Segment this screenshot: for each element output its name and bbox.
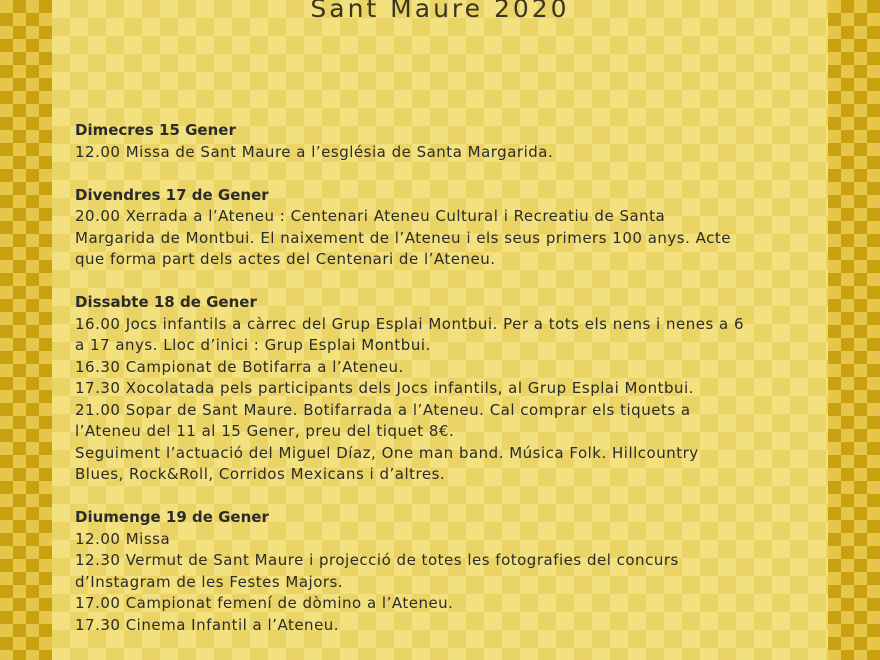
event-line: 12.30 Vermut de Sant Maure i projecció de totes les fotografies del concurs [75, 551, 679, 569]
right-checker-border [828, 0, 880, 660]
poster-title: Sant Maure 2020 [310, 0, 570, 23]
event-line: 16.30 Campionat de Botifarra a l’Ateneu. [75, 357, 404, 376]
left-checker-border [0, 0, 52, 660]
event-line: 12.00 Missa de Sant Maure a l’església de Santa Margarida. [75, 142, 554, 161]
event-line: 17.00 Campionat femení de dòmino a l’Ateneu. [75, 594, 454, 612]
event-line: 20.00 Xerrada a l’Ateneu : Centenari Ateneu Cultural i Recreatiu de Santa [75, 207, 666, 225]
day-section [75, 120, 818, 163]
event-line: Blues, Rock&Roll, Corridos Mexicans i d’altres. [75, 465, 446, 483]
day-heading: Diumenge 19 de Gener [75, 508, 269, 526]
event-line: Margarida de Montbui. El naixement de l’Ateneu i els seus primers 100 anys. Acte [75, 228, 731, 247]
event-line: 21.00 Sopar de Sant Maure. Botifarrada a l’Ateneu. Cal comprar els tiquets a [75, 400, 691, 419]
day-heading: Dimecres 15 Gener [75, 121, 236, 139]
day-section [75, 185, 818, 271]
event-line: 17.30 Cinema Infantil a l’Ateneu. [75, 615, 340, 634]
event-line: 12.00 Missa [75, 529, 171, 548]
day-section [75, 292, 818, 486]
day-section [75, 507, 818, 636]
event-line: a 17 anys. Lloc d’inici : Grup Esplai Montbui. [75, 336, 431, 354]
event-line: 16.00 Jocs infantils a càrrec del Grup Esplai Montbui. Per a tots els nens i nenes a 6 [75, 314, 745, 333]
program-content [75, 120, 818, 658]
event-line: Seguiment l’actuació del Miguel Díaz, One man band. Música Folk. Hillcountry [75, 443, 699, 462]
day-heading: Divendres 17 de Gener [75, 185, 269, 204]
poster-panel [52, 0, 828, 660]
day-heading: Dissabte 18 de Gener [75, 293, 257, 311]
event-line: l’Ateneu del 11 al 15 Gener, preu del tiquet 8€. [75, 422, 455, 440]
event-line: 17.30 Xocolatada pels participants dels Jocs infantils, al Grup Esplai Montbui. [75, 379, 694, 397]
event-line: que forma part dels actes del Centenari de l’Ateneu. [75, 250, 496, 268]
event-line: d’Instagram de les Festes Majors. [75, 572, 344, 591]
